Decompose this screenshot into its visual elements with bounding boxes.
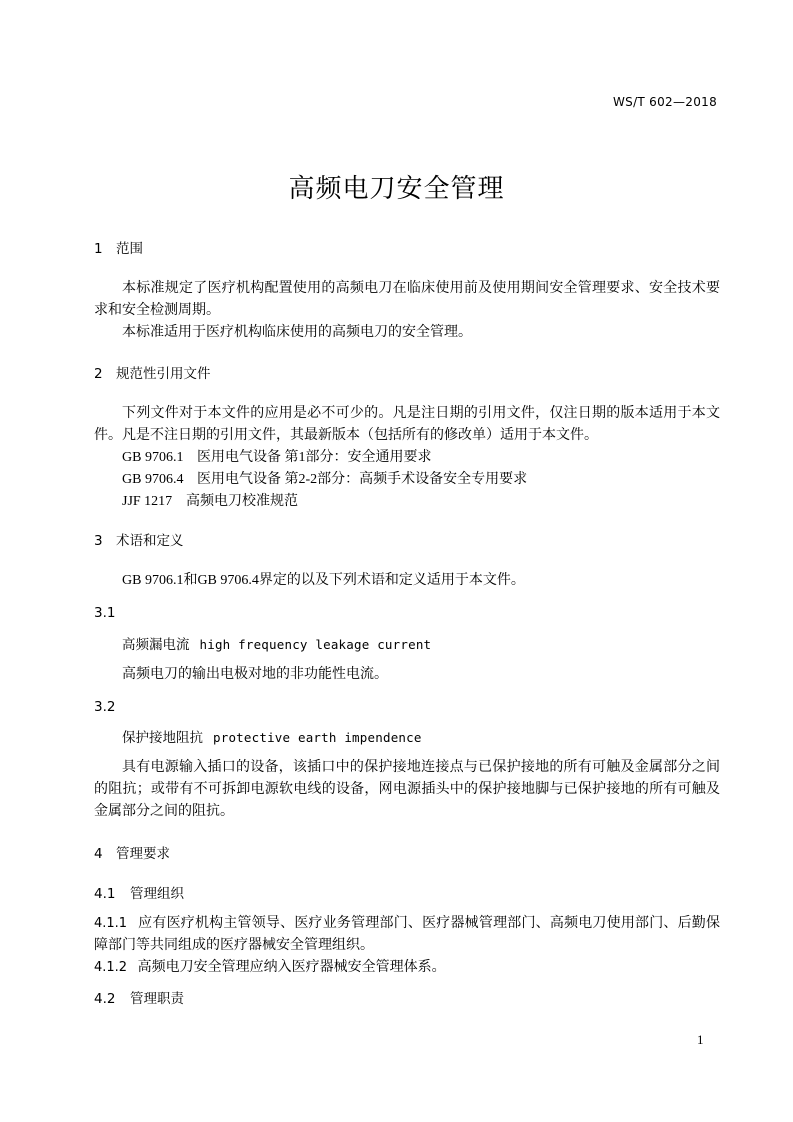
section-title: 规范性引用文件 (116, 366, 211, 382)
subsection-number: 4.1 (94, 886, 116, 902)
clause-number: 4.1.2 (94, 960, 128, 975)
document-code: WS/T 602—2018 (612, 95, 717, 109)
document-title: 高频电刀安全管理 (288, 174, 505, 204)
paragraph (94, 957, 720, 979)
subsection-number: 4.2 (94, 991, 116, 1007)
term-chinese: 保护接地阻抗 (122, 730, 203, 746)
term-english: high frequency leakage current (199, 637, 432, 652)
term-3-1-number: 3.1 (94, 605, 116, 621)
section-2-heading (94, 365, 211, 383)
clause-text: 应有医疗机构主管领导、医疗业务管理部门、医疗器械管理部门、高频电刀使用部门、后勤保障部门等共同组成的医疗器械安全管理组织。 (94, 916, 721, 953)
reference-item (122, 447, 432, 469)
reference-code: GB 9706.1 (122, 450, 184, 465)
section-title: 范围 (116, 241, 143, 257)
section-title: 管理要求 (116, 846, 170, 862)
paragraph: 具有电源输入插口的设备，该插口中的保护接地连接点与已保护接地的所有可触及金属部分之间的阻抗；或带有不可拆卸电源软电线的设备，网电源插头中的保护接地脚与已保护接地的所有可触及金属部分之间的阻抗。 (94, 760, 720, 819)
section-title: 术语和定义 (116, 533, 184, 549)
paragraph: 高频电刀的输出电极对地的非功能性电流。 (122, 667, 388, 682)
paragraph: GB 9706.1和GB 9706.4界定的以及下列术语和定义适用于本文件。 (122, 573, 525, 588)
page-number: 1 (697, 1032, 704, 1047)
term-3-2-number: 3.2 (94, 699, 116, 715)
section-number: 2 (94, 366, 103, 382)
section-3-intro (94, 570, 720, 592)
term-3-2-title (122, 729, 422, 747)
clause-number: 4.1.1 (94, 916, 128, 931)
paragraph: 本标准规定了医疗机构配置使用的高频电刀在临床使用前及使用期间安全管理要求、安全技术要求和安全检测周期。 (94, 281, 720, 318)
term-3-1-title (122, 636, 431, 654)
section-2-intro (94, 403, 720, 447)
subsection-title: 管理职责 (130, 991, 184, 1007)
section-3-heading (94, 532, 184, 550)
reference-code: JJF 1217 (122, 494, 173, 509)
subsection-title: 管理组织 (130, 886, 184, 902)
section-1-body (94, 278, 720, 344)
clause-4-1-1 (94, 913, 720, 957)
term-3-1-definition (94, 664, 720, 686)
section-4-heading (94, 845, 170, 863)
paragraph (94, 913, 720, 957)
paragraph: 下列文件对于本文件的应用是必不可少的。凡是注日期的引用文件，仅注日期的版本适用于本文件。凡是不注日期的引用文件，其最新版本（包括所有的修改单）适用于本文件。 (94, 406, 720, 443)
section-number: 4 (94, 846, 103, 862)
reference-code: GB 9706.4 (122, 472, 184, 487)
reference-title: 医用电气设备 第1部分：安全通用要求 (197, 450, 432, 465)
section-1-heading (94, 240, 143, 258)
reference-item (122, 491, 298, 513)
subsection-4-1-heading (94, 885, 184, 903)
section-number: 1 (94, 241, 103, 257)
reference-title: 高频电刀校准规范 (186, 494, 298, 509)
reference-item (122, 469, 527, 491)
subsection-4-2-heading (94, 990, 184, 1008)
section-number: 3 (94, 533, 103, 549)
reference-title: 医用电气设备 第2-2部分：高频手术设备安全专用要求 (197, 472, 528, 487)
term-english: protective earth impendence (213, 730, 422, 745)
clause-text: 高频电刀安全管理应纳入医疗器械安全管理体系。 (137, 960, 446, 975)
clause-4-1-2 (94, 957, 720, 979)
term-3-2-definition (94, 757, 720, 823)
paragraph: 本标准适用于医疗机构临床使用的高频电刀的安全管理。 (122, 325, 472, 340)
term-chinese: 高频漏电流 (122, 637, 190, 653)
